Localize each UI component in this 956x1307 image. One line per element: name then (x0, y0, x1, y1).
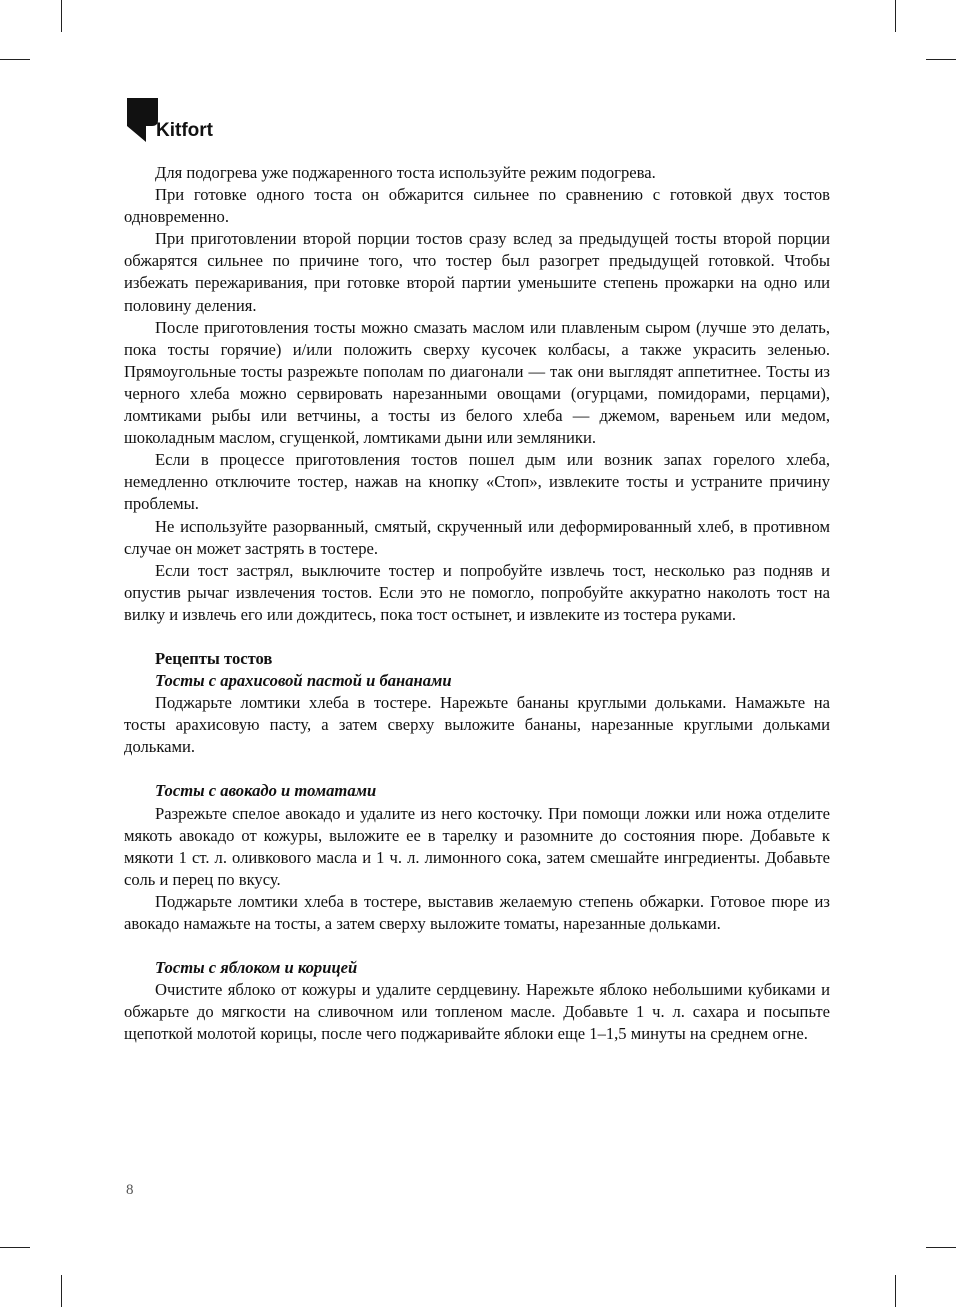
page-content (124, 162, 830, 1045)
section-heading: Рецепты тостов (155, 648, 273, 668)
paragraph: После приготовления тосты можно смазать маслом или плавленым сыром (лучше это делать, пока тосты горячие) и/или положить сверху кусочек колбасы, а также украсить зеленью. Прямоугольные тосты разрежьте пополам по диагонали — так они выглядят аппетитнее. Тосты из черного хлеба можно сервировать нарезанными овощами (огурцами, помидорами, перцами), ломтиками рыбы или ветчины, а тосты из белого хлеба — джемом, вареньем или медом, шоколадным маслом, сгущенкой, ломтиками дыни или земляники. (124, 317, 830, 448)
crop-mark (0, 1247, 30, 1248)
crop-mark (895, 0, 896, 32)
paragraph: Поджарьте ломтики хлеба в тостере. Нарежьте бананы круглыми дольками. Намажьте на тосты арахисовую пасту, а затем сверху выложите бананы, нарезанные круглыми дольками дольками. (124, 693, 830, 757)
paragraph: Поджарьте ломтики хлеба в тостере, выставив желаемую степень обжарки. Готовое пюре из авокадо намажьте на тосты, а затем сверху выложите томаты, нарезанные дольками. (124, 891, 830, 933)
kitfort-mark-icon (126, 98, 160, 144)
brand-name: Kitfort (156, 120, 213, 141)
crop-mark (926, 1247, 956, 1248)
page-number: 8 (126, 1182, 134, 1198)
crop-mark (926, 59, 956, 60)
brand-logo (126, 98, 226, 144)
crop-mark (61, 1275, 62, 1307)
paragraph: Для подогрева уже поджаренного тоста используйте режим подогрева. (155, 163, 656, 182)
paragraph: Очистите яблоко от кожуры и удалите сердцевину. Нарежьте яблоко небольшими кубиками и обжарьте до мягкости на сливочном или топленом масле. Добавьте 1 ч. л. сахара и посыпьте щепоткой молотой корицы, после чего поджаривайте яблоки еще 1–1,5 минуты на среднем огне. (124, 980, 830, 1044)
crop-mark (0, 59, 30, 60)
paragraph: Если в процессе приготовления тостов пошел дым или возник запах горелого хлеба, немедленно отключите тостер, нажав на кнопку «Стоп», извлеките тосты и устраните причину проблемы. (124, 450, 830, 514)
recipe-title: Тосты с яблоком и корицей (155, 958, 358, 978)
recipe-title: Тосты с арахисовой пастой и бананами (155, 671, 452, 691)
crop-mark (895, 1275, 896, 1307)
crop-mark (61, 0, 62, 32)
paragraph: При готовке одного тоста он обжарится сильнее по сравнению с готовкой двух тостов одновременно. (124, 185, 830, 227)
paragraph: Не используйте разорванный, смятый, скрученный или деформированный хлеб, в противном случае он может застрять в тостере. (124, 516, 830, 558)
paragraph: Если тост застрял, выключите тостер и попробуйте извлечь тост, несколько раз подняв и опустив рычаг извлечения тостов. Если это не помогло, попробуйте аккуратно наколоть тост на вилку и извлечь его или дождитесь, пока тост остынет, и извлеките из тостера руками. (124, 560, 830, 624)
paragraph: При приготовлении второй порции тостов сразу вслед за предыдущей тосты второй порции обжарятся сильнее по причине того, что тостер был разогрет предыдущей готовкой. Чтобы избежать пережаривания, при готовке второй партии уменьшите степень прожарки на одно или половину деления. (124, 229, 830, 315)
recipe-title: Тосты с авокадо и томатами (155, 781, 377, 801)
paragraph: Разрежьте спелое авокадо и удалите из него косточку. При помощи ложки или ножа отделите мякоть авокадо от кожуры, выложите ее в тарелку и разомните до состояния пюре. Добавьте к мякоти 1 ст. л. оливкового масла и 1 ч. л. лимонного сока, затем смешайте ингредиенты. Добавьте соль и перец по вкусу. (124, 803, 830, 889)
